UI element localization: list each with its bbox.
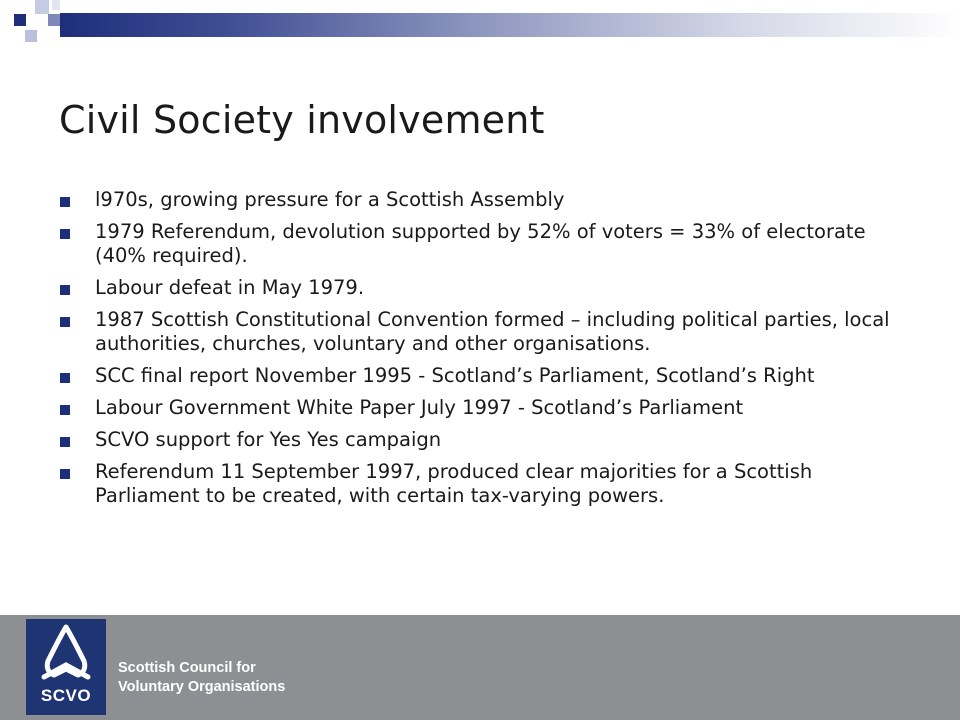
square-bullet-icon [60, 437, 70, 447]
bullet-item [60, 428, 920, 452]
square-bullet-icon [60, 229, 70, 239]
bullet-item [60, 364, 920, 388]
bullet-text: Referendum 11 September 1997, produced clear majorities for a Scottish Parliament to be created, with certain tax-varying powers. [95, 460, 813, 507]
bullet-item [60, 308, 920, 356]
decor-square [52, 0, 60, 10]
decor-square [48, 14, 60, 26]
bullet-text: SCC final report November 1995 - Scotland’s Parliament, Scotland’s Right [95, 364, 815, 387]
bullet-list [60, 188, 920, 516]
square-bullet-icon [60, 317, 70, 327]
bullet-item [60, 460, 920, 508]
square-bullet-icon [60, 469, 70, 479]
bullet-text: 1987 Scottish Constitutional Convention formed – including political parties, local authorities, churches, voluntary and other organisations. [95, 308, 890, 355]
organisation-name [118, 659, 285, 697]
decor-square [35, 0, 49, 14]
bullet-item [60, 188, 920, 212]
decor-square [14, 14, 26, 26]
bullet-text: Labour defeat in May 1979. [95, 276, 365, 299]
square-bullet-icon [60, 285, 70, 295]
square-bullet-icon [60, 197, 70, 207]
header-band [60, 13, 960, 37]
logo-text: SCVO [40, 686, 92, 705]
bullet-text: Labour Government White Paper July 1997 - Scotland’s Parliament [95, 396, 744, 419]
bullet-text: SCVO support for Yes Yes campaign [95, 428, 442, 451]
decor-square [25, 30, 37, 42]
bullet-text: 1979 Referendum, devolution supported by 52% of voters = 33% of electorate (40% required). [95, 220, 866, 267]
org-name-line1: Scottish Council for [118, 660, 256, 676]
square-bullet-icon [60, 405, 70, 415]
square-bullet-icon [60, 373, 70, 383]
slide-title: Civil Society involvement [59, 98, 545, 142]
bullet-item [60, 220, 920, 268]
bullet-text: l970s, growing pressure for a Scottish Assembly [95, 188, 565, 211]
bullet-item [60, 276, 920, 300]
footer-bar [0, 615, 960, 720]
org-name-line2: Voluntary Organisations [118, 679, 286, 695]
scvo-logo [26, 619, 106, 715]
bullet-item [60, 396, 920, 420]
